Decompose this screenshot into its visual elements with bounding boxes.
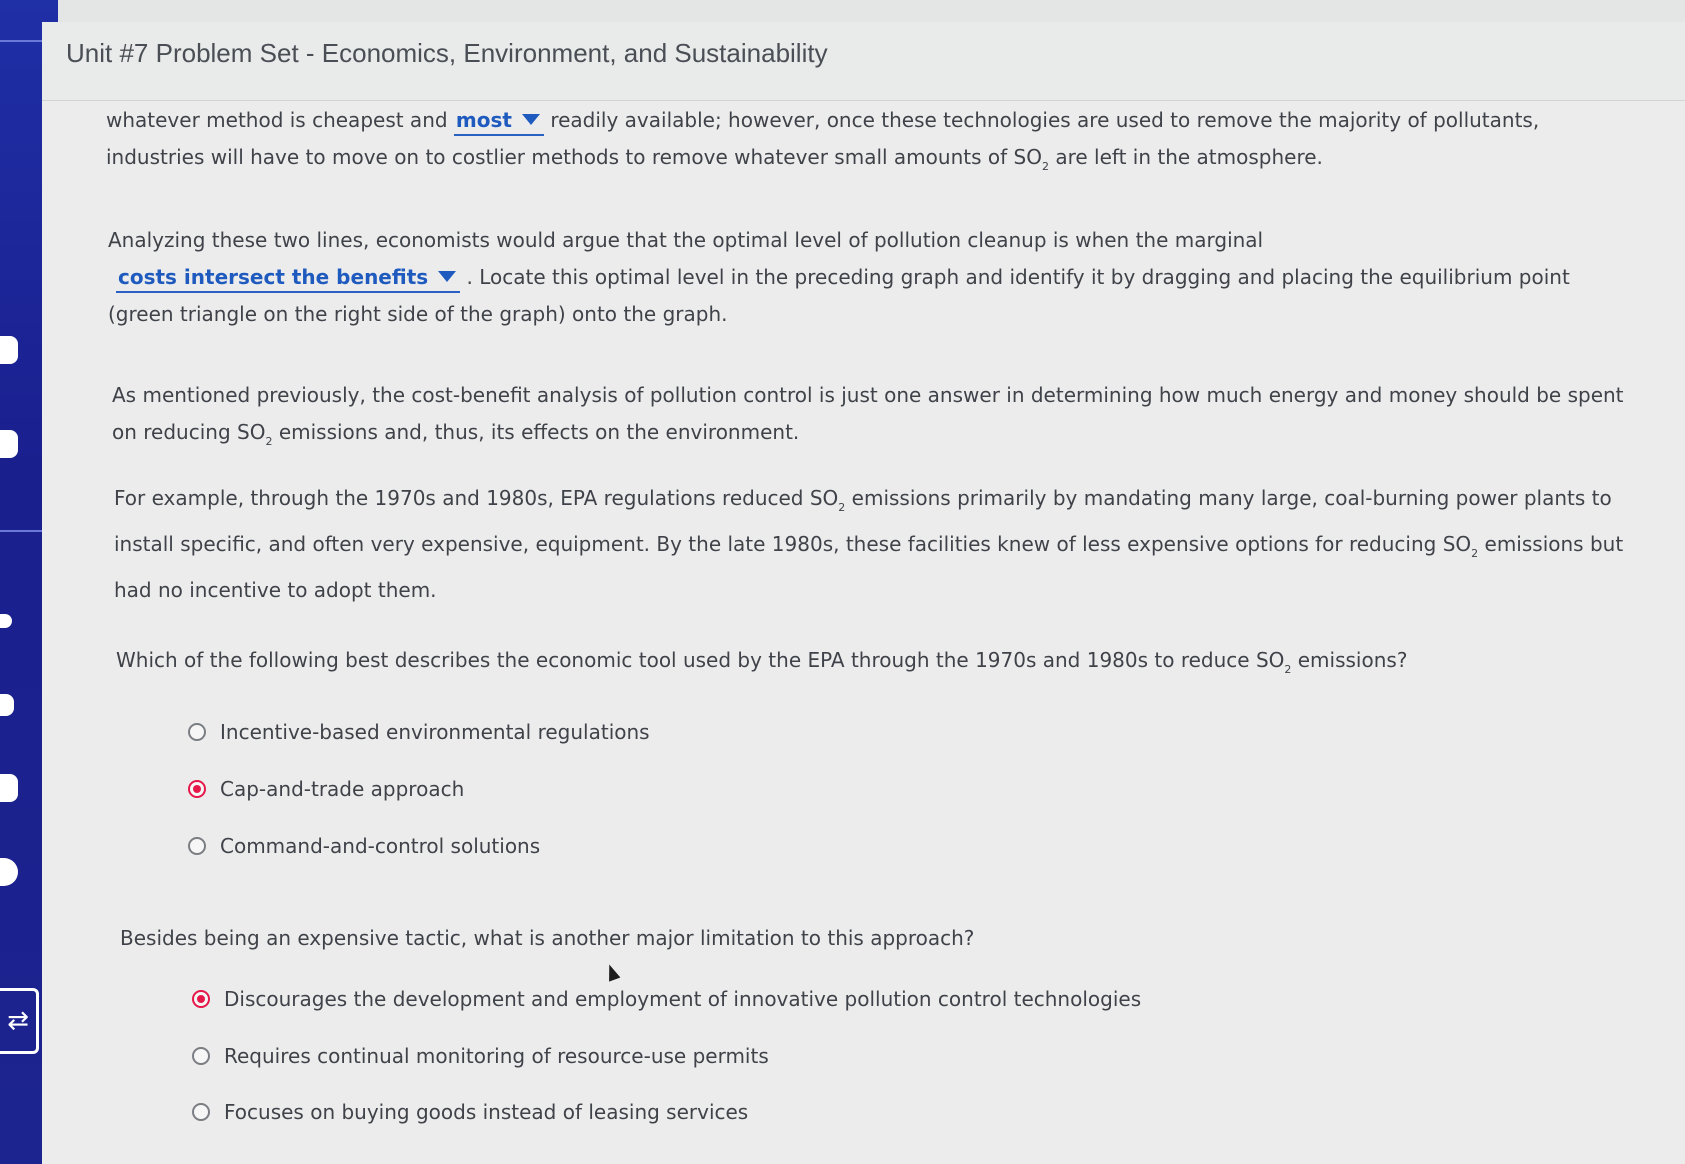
radio-button-selected[interactable] xyxy=(192,990,210,1008)
p1-text: readily available; however, once these technologies are used to remove the majority of pollutants, xyxy=(550,108,1540,132)
subscript: 2 xyxy=(1041,160,1049,173)
dropdown-label: most xyxy=(455,108,512,132)
marginal-dropdown[interactable] xyxy=(116,264,460,293)
rail-help-icon[interactable] xyxy=(0,858,18,886)
option-label: Discourages the development and employment of innovative pollution control technologies xyxy=(224,987,1142,1011)
q2-option-monitoring[interactable] xyxy=(192,1044,769,1068)
p4-text: install specific, and often very expensive, equipment. By the late 1980s, these facilities knew of less expensive options for reducing SO xyxy=(114,532,1472,556)
q1-option-incentive[interactable] xyxy=(188,720,650,744)
radio-button[interactable] xyxy=(188,723,206,741)
rail-dot-icon[interactable] xyxy=(0,614,12,628)
radio-button[interactable] xyxy=(192,1047,210,1065)
p3-text: emissions and, thus, its effects on the environment. xyxy=(278,420,800,444)
p4-text: For example, through the 1970s and 1980s, EPA regulations reduced SO xyxy=(114,486,839,510)
chevron-down-icon xyxy=(522,114,540,125)
q1-option-cap-and-trade[interactable] xyxy=(188,777,464,801)
option-label: Requires continual monitoring of resource-use permits xyxy=(224,1044,769,1068)
option-label: Command-and-control solutions xyxy=(220,834,541,858)
question-1 xyxy=(116,642,1616,688)
p3-text: As mentioned previously, the cost-benefit analysis of pollution control is just one answer in determining how much energy and money should be spent xyxy=(112,383,1624,407)
p4-text: emissions primarily by mandating many large, coal-burning power plants to xyxy=(851,486,1612,510)
problem-set-page xyxy=(42,22,1685,1164)
radio-button[interactable] xyxy=(188,837,206,855)
question-text: emissions? xyxy=(1297,648,1408,672)
p2-text: Analyzing these two lines, economists would argue that the optimal level of pollution cleanup is when the marginal xyxy=(108,228,1264,252)
p1-text: are left in the atmosphere. xyxy=(1055,145,1323,169)
subscript: 2 xyxy=(1284,663,1292,676)
paragraph-1 xyxy=(106,102,1666,185)
most-dropdown[interactable] xyxy=(454,107,544,136)
paragraph-4 xyxy=(114,480,1684,609)
q2-option-discourages[interactable] xyxy=(192,987,1141,1011)
header-bar xyxy=(42,22,1685,101)
question-2 xyxy=(120,920,1520,957)
subscript: 2 xyxy=(838,501,846,514)
rail-bookmark-icon[interactable] xyxy=(0,774,18,802)
question-text: Which of the following best describes the economic tool used by the EPA through the 1970s and 1980s to reduce SO xyxy=(116,648,1285,672)
chevron-down-icon xyxy=(438,271,456,282)
dropdown-label: costs intersect the benefits xyxy=(118,265,429,289)
paragraph-2 xyxy=(108,222,1668,333)
option-label: Focuses on buying goods instead of leasing services xyxy=(224,1100,749,1124)
paragraph-3 xyxy=(112,377,1682,460)
p1-text: whatever method is cheapest and xyxy=(106,108,448,132)
question-text: Besides being an expensive tactic, what is another major limitation to this approach? xyxy=(120,926,975,950)
p1-text: industries will have to move on to costlier methods to remove whatever small amounts of SO xyxy=(106,145,1042,169)
p4-text: had no incentive to adopt them. xyxy=(114,578,437,602)
p3-text: on reducing SO xyxy=(112,420,266,444)
radio-button[interactable] xyxy=(192,1103,210,1121)
radio-button-selected[interactable] xyxy=(188,780,206,798)
rail-share-icon[interactable] xyxy=(0,694,14,716)
subscript: 2 xyxy=(1471,547,1479,560)
option-label: Incentive-based environmental regulations xyxy=(220,720,650,744)
p2-text: . Locate this optimal level in the preceding graph and identify it by dragging and placing the equilibrium point xyxy=(466,265,1570,289)
p4-text: emissions but xyxy=(1484,532,1624,556)
p2-text: (green triangle on the right side of the graph) onto the graph. xyxy=(108,302,728,326)
q2-option-buying-goods[interactable] xyxy=(192,1100,748,1124)
rail-tab-icon[interactable] xyxy=(0,430,18,458)
q1-option-command-and-control[interactable] xyxy=(188,834,540,858)
subscript: 2 xyxy=(265,435,273,448)
exit-icon[interactable]: ⇄ xyxy=(0,988,39,1054)
option-label: Cap-and-trade approach xyxy=(220,777,465,801)
page-title: Unit #7 Problem Set - Economics, Environment, and Sustainability xyxy=(66,38,828,68)
rail-tab-icon[interactable] xyxy=(0,336,18,364)
